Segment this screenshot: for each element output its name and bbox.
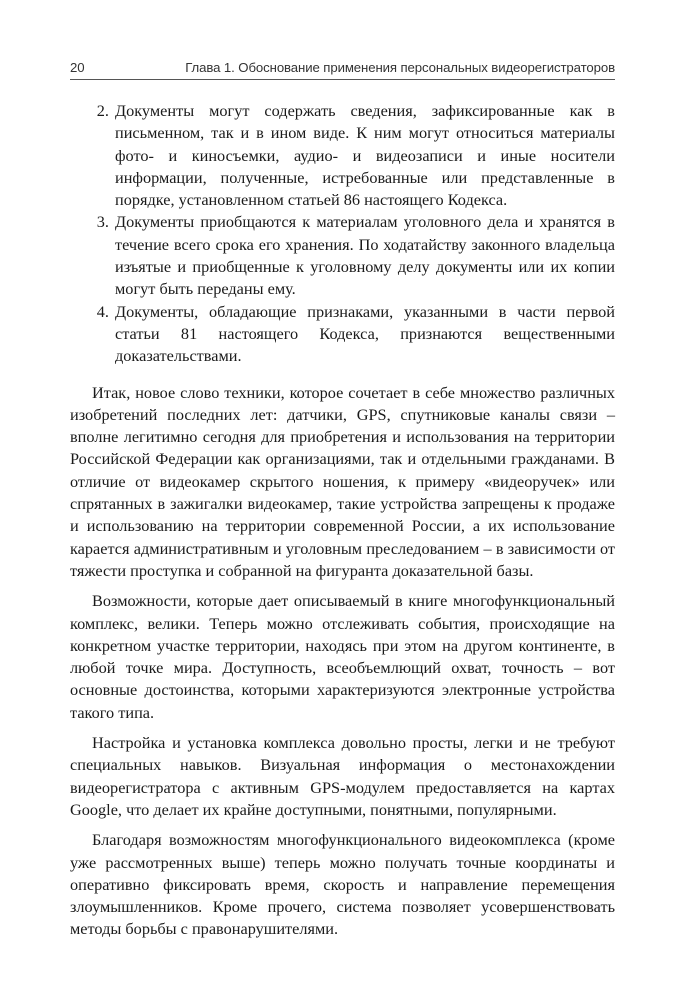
list-item bbox=[70, 100, 615, 211]
running-title: Глава 1. Обоснование применения персональных видеорегистраторов bbox=[185, 60, 615, 75]
list-item bbox=[70, 211, 615, 300]
list-item-text: Документы, обладающие признаками, указанными в части первой статьи 81 настоящего Кодекса, признаются вещественными доказательствами. bbox=[115, 301, 615, 366]
list-item-text: Документы приобщаются к материалам уголовного дела и хранятся в течение всего срока его хранения. По ходатайству законного владельца изъятые и приобщенные к уголовному делу документы или их копии могут быть переданы ему. bbox=[115, 212, 615, 299]
paragraph: Возможности, которые дает описываемый в книге многофункциональный комплекс, велики. Теперь можно отслеживать события, происходящие на конкретном участке территории, находясь при этом на другом континенте, в любой точке мира. Доступность, всеобъемлющий охват, точность – вот основные достоинства, которыми характеризуются электронные устройства такого типа. bbox=[70, 591, 615, 722]
list-item-text: Документы могут содержать сведения, зафиксированные как в письменном, так и в ином виде. К ним могут относиться материалы фото- и киносъемки, аудио- и видеозаписи и иные носители информации, полученные, истребованные или представленные в порядке, установленном статьей 86 настоящего Кодекса. bbox=[115, 101, 615, 210]
paragraph: Настройка и установка комплекса довольно просты, легки и не требуют специальных навыков. Визуальная информация о местонахождении видеорегистратора с активным GPS-модулем предоставляется на картах Google, что делает их крайне доступными, понятными, популярными. bbox=[70, 733, 615, 819]
list-item-number: 2. bbox=[96, 101, 109, 120]
numbered-list bbox=[70, 100, 615, 368]
page-body bbox=[70, 100, 615, 949]
paragraph: Итак, новое слово техники, которое сочетает в себе множество различных изобретений последних лет: датчики, GPS, спутниковые каналы связи – вполне легитимно сегодня для приобретения и использования на территории Российской Федерации как организациями, так и отдельными гражданами. В отличие от видеокамер скрытого ношения, к примеру «видеоручек» или спрятанных в зажигалки видеокамер, такие устройства запрещены к продаже и использованию на территории современной России, а их использование карается административным и уголовным преследованием – в зависимости от тяжести проступка и собранной на фигуранта доказательной базы. bbox=[70, 382, 615, 580]
paragraph: Благодаря возможностям многофункционального видеокомплекса (кроме уже рассмотренных выше) теперь можно получать точные координаты и оперативно фиксировать время, скорость и направление перемещения злоумышленников. Кроме прочего, система позволяет усовершенствовать методы борьбы с правонарушителями. bbox=[70, 830, 615, 939]
header-divider bbox=[70, 79, 615, 80]
page-number: 20 bbox=[70, 60, 85, 75]
list-item bbox=[70, 301, 615, 368]
list-item-number: 4. bbox=[96, 301, 109, 321]
page-header bbox=[70, 60, 615, 75]
list-item-number: 3. bbox=[96, 212, 109, 232]
